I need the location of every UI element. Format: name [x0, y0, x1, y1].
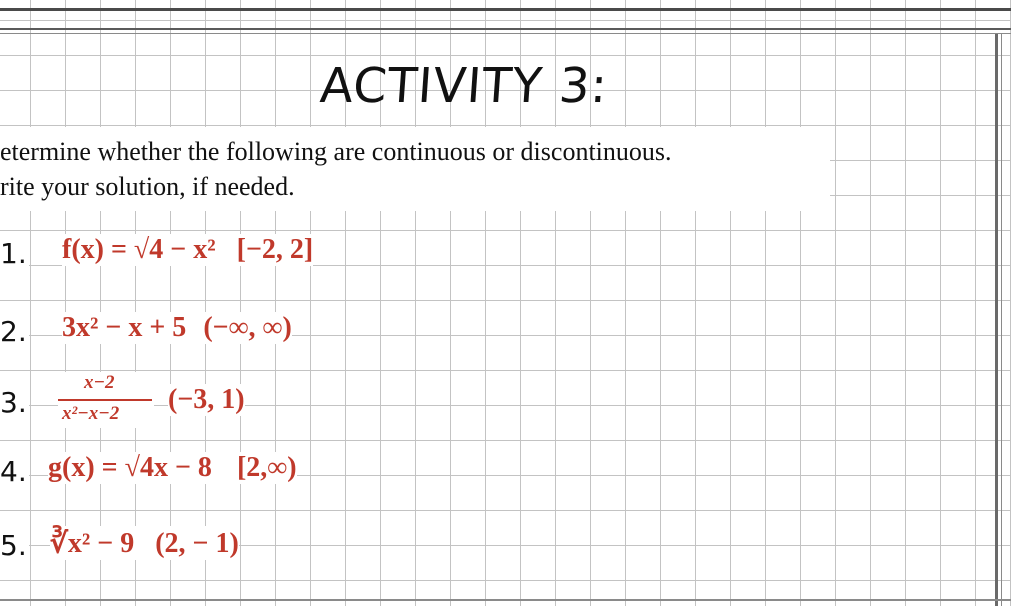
frame-top-rule [0, 28, 1011, 30]
frame-bottom-rule [0, 599, 1011, 601]
item-number: 4. [0, 455, 27, 488]
item-number: 3. [0, 386, 27, 419]
top-rule [0, 8, 1011, 11]
item-interval: (−3, 1) [168, 384, 245, 415]
fraction-denominator: x²−x−2 [62, 403, 120, 424]
item-expression: ∛x² − 9 (2, − 1) [50, 528, 239, 559]
fraction [58, 372, 154, 428]
item-number: 2. [0, 315, 27, 348]
activity-title: ACTIVITY 3: [318, 58, 610, 114]
item-expression: 3x² − x + 5 (−∞, ∞) [62, 312, 292, 343]
item-number: 1. [0, 237, 27, 270]
item-number: 5. [0, 529, 27, 562]
fraction-numerator: x−2 [84, 372, 115, 393]
frame-top-rule-inner [0, 33, 1011, 34]
instruction-line-1: etermine whether the following are continuous or discontinuous. [0, 137, 672, 166]
fraction-bar [58, 399, 152, 401]
instruction-line-2: rite your solution, if needed. [0, 172, 295, 201]
frame-right-rule [995, 34, 998, 606]
instructions-box [0, 127, 830, 211]
item-expression: g(x) = √4x − 8 [2,∞) [48, 452, 297, 483]
item-expression: f(x) = √4 − x² [−2, 2] [62, 234, 314, 265]
frame-right-rule-inner [1001, 34, 1002, 606]
